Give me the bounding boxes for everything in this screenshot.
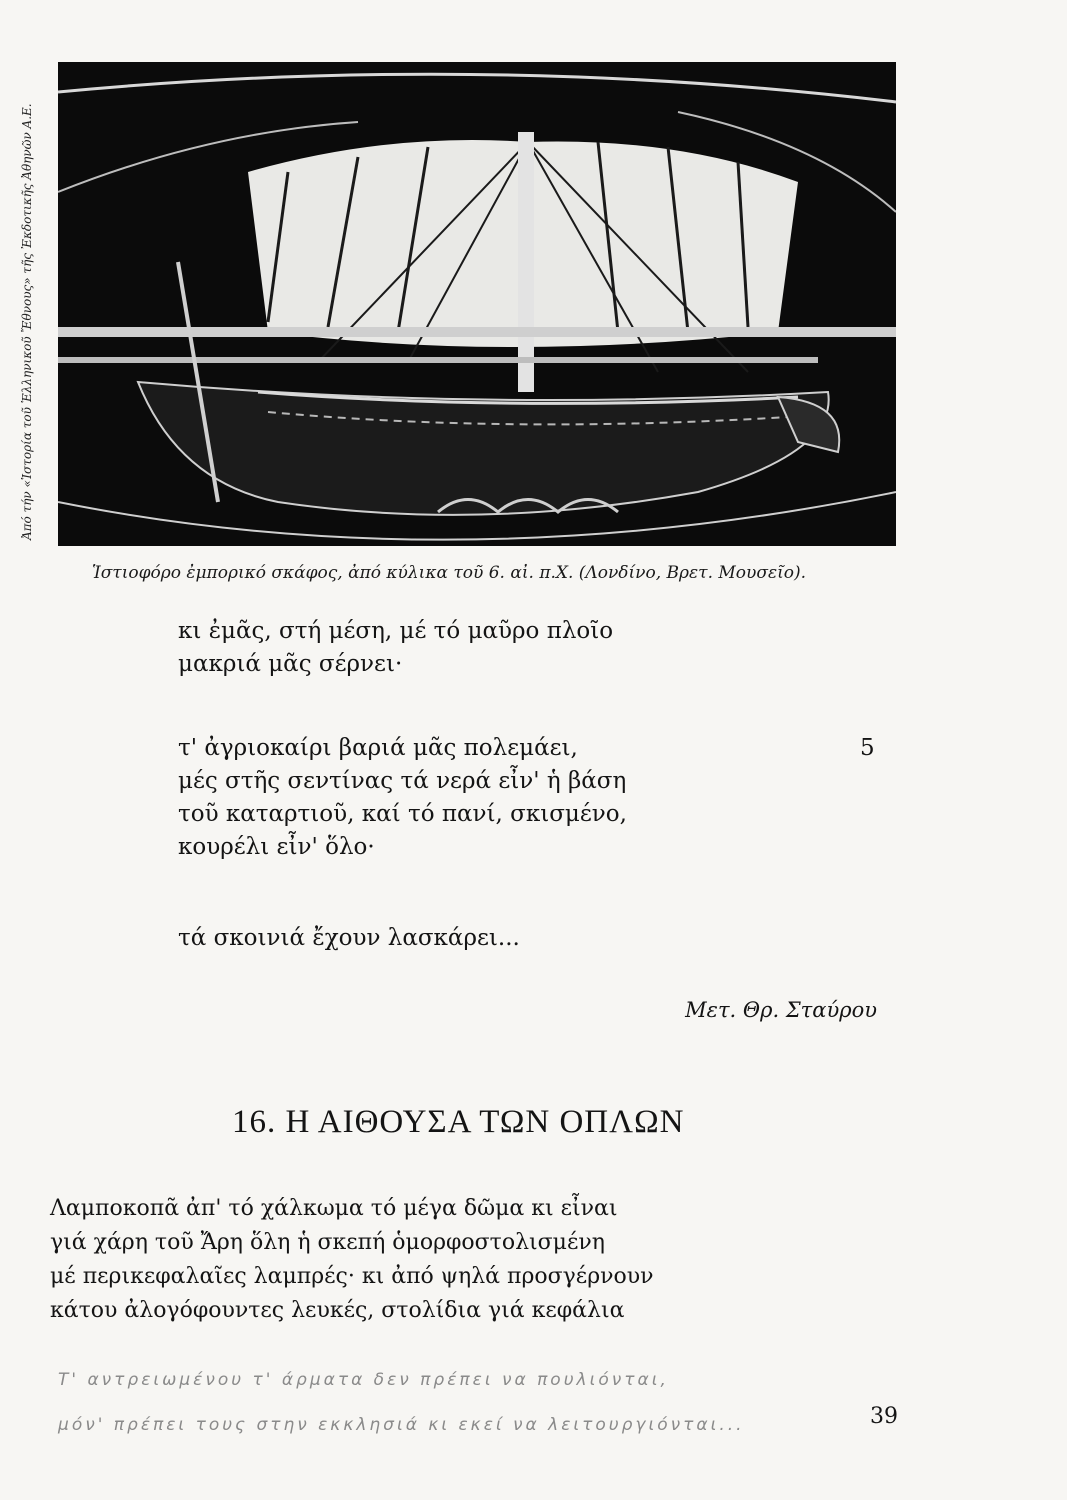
poem-line: κουρέλι εἶν' ὅλο·: [178, 834, 375, 860]
poem-stanza-1: [178, 615, 613, 681]
photo-caption: Ἱστιοφόρο ἐμπορικό σκάφος, ἀπό κύλικα τοῦ 6. αἰ. π.Χ. (Λονδίνο, Βρετ. Μουσεῖο).: [92, 563, 807, 583]
ship-photo: [58, 62, 896, 546]
ship-illustration: [58, 62, 896, 546]
photo-credit: Ἀπό τήν «Ἱστορία τοῦ Ἑλληνικοῦ Ἔθνους» τῆς Ἐκδοτικῆς Ἀθηνῶν Α.Ε.: [20, 103, 34, 540]
poem-line: μές στῆς σεντίνας τά νερά εἶν' ἡ βάση: [178, 768, 627, 794]
body-text: [50, 1192, 654, 1328]
body-line: κάτου ἀλογόφουντες λευκές, στολίδια γιά κεφάλια: [50, 1298, 625, 1323]
poem-stanza-3: [178, 922, 520, 955]
poem-line: τά σκοινιά ἔχουν λασκάρει...: [178, 925, 520, 951]
section-heading: 16. Η ΑΙΘΟΥΣΑ ΤΩΝ ΟΠΛΩΝ: [232, 1104, 685, 1140]
line-number: 5: [860, 735, 875, 761]
body-line: Λαμποκοπᾶ ἀπ' τό χάλκωμα τό μέγα δῶμα κι εἶναι: [50, 1196, 618, 1221]
translator-credit: Μετ. Θρ. Σταύρου: [685, 998, 877, 1022]
page-number: 39: [870, 1404, 898, 1429]
poem-line: τ' ἀγριοκαίρι βαριά μᾶς πολεμάει,: [178, 735, 578, 761]
poem-line: μακριά μᾶς σέρνει·: [178, 651, 403, 677]
poem-line: κι ἐμᾶς, στή μέση, μέ τό μαῦρο πλοῖο: [178, 618, 614, 644]
handwritten-note: Τ' αντρειωμένου τ' άρματα δεν πρέπει να πουλιόνται,: [58, 1370, 669, 1390]
handwritten-note: μόν' πρέπει τους στην εκκλησιά κι εκεί να λειτουργιόνται...: [58, 1415, 745, 1435]
body-line: μέ περικεφαλαῖες λαμπρές· κι ἀπό ψηλά προσγέρνουν: [50, 1264, 654, 1289]
poem-stanza-2: [178, 732, 627, 864]
body-line: γιά χάρη τοῦ Ἄρη ὅλη ἡ σκεπή ὁμορφοστολισμένη: [50, 1230, 605, 1255]
poem-line: τοῦ καταρτιοῦ, καί τό πανί, σκισμένο,: [178, 801, 627, 827]
